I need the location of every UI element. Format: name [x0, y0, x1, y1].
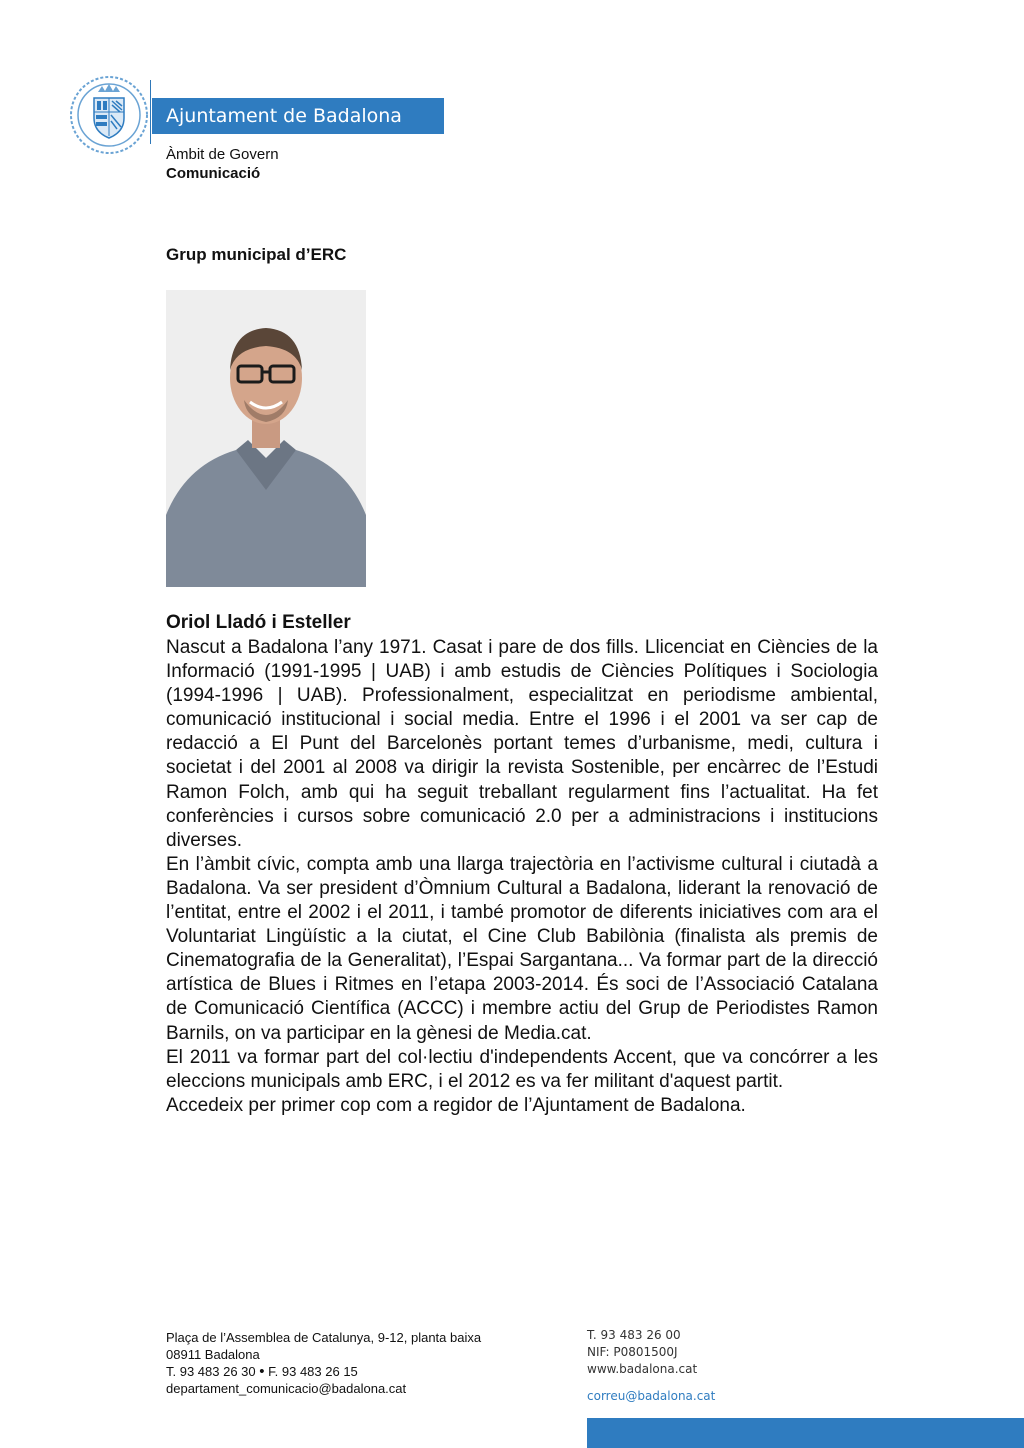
org-nif: NIF: P0801500J: [587, 1345, 678, 1359]
footer-email[interactable]: departament_comunicacio@badalona.cat: [166, 1381, 407, 1396]
badalona-seal-logo: [68, 74, 150, 156]
footer-org-contact: [587, 1327, 715, 1405]
org-name-banner: Ajuntament de Badalona: [152, 98, 444, 134]
footer-fax: F. 93 483 26 15: [268, 1364, 358, 1379]
portrait-photo: [166, 290, 366, 587]
org-website[interactable]: www.badalona.cat: [587, 1362, 698, 1376]
bio-paragraph: Nascut a Badalona l’any 1971. Casat i pare de dos fills. Llicenciat en Ciències de la Informació (1991-1995 | UAB) i amb estudis de Ciències Polítiques i Sociologia (1994-1996 | UAB). Professionalment, especialitzat en periodisme ambiental, comunicació institucional i social media. Entre el 1996 i el 2001 va ser cap de redacció a El Punt del Barcelonès portant temes d’urbanisme, medi, cultura i societat i del 2001 al 2008 va dirigir la revista Sostenible, per encàrrec de l’Estudi Ramon Folch, amb qui ha seguit treballant regularment fins l’actualitat. Ha fet conferències i cursos sobre comunicació 2.0 per a administracions i institucions diverses.: [166, 637, 878, 851]
org-email[interactable]: correu@badalona.cat: [587, 1389, 716, 1403]
bio-paragraph: El 2011 va formar part del col·lectiu d'independents Accent, que va concórrer a les eleccions municipals amb ERC, i el 2012 es va fer militant d'aquest partit.: [166, 1046, 878, 1092]
department-label: Comunicació: [166, 165, 261, 182]
footer-phone: T. 93 483 26 30: [166, 1364, 256, 1379]
footer-phones: [166, 1363, 481, 1380]
header-divider: [150, 80, 151, 144]
footer-city: 08911 Badalona: [166, 1347, 260, 1362]
footer-address: Plaça de l’Assemblea de Catalunya, 9-12, planta baixa: [166, 1330, 482, 1345]
group-title: Grup municipal d’ERC: [166, 245, 347, 264]
footer-bullet: •: [259, 1363, 265, 1380]
person-bio: [166, 636, 878, 1118]
footer-brand-bar: [587, 1418, 1024, 1448]
footer-contact: [166, 1329, 481, 1397]
ambit-label: Àmbit de Govern: [166, 146, 279, 163]
person-name: Oriol Lladó i Esteller: [166, 612, 351, 633]
org-phone: T. 93 483 26 00: [587, 1328, 681, 1342]
bio-paragraph: En l’àmbit cívic, compta amb una llarga trajectòria en l’activisme cultural i ciutadà a Badalona. Va ser president d’Òmnium Cultural a Badalona, liderant la renovació de l’entitat, entre el 2002 i el 2011, i també promotor de diferents iniciatives com ara el Voluntariat Lingüístic a la ciutat, el Cine Club Babilònia (finalista als premis de Cinematografia de la Generalitat), l’Espai Sargantana... Va formar part de la direcció artística de Blues i Ritmes en l’etapa 2003-2014. És soci de l’Associació Catalana de Comunicació Científica (ACCC) i membre actiu del Grup de Periodistes Ramon Barnils, on va participar en la gènesi de Media.cat.: [166, 853, 878, 1044]
bio-paragraph: Accedeix per primer cop com a regidor de l’Ajuntament de Badalona.: [166, 1094, 746, 1116]
